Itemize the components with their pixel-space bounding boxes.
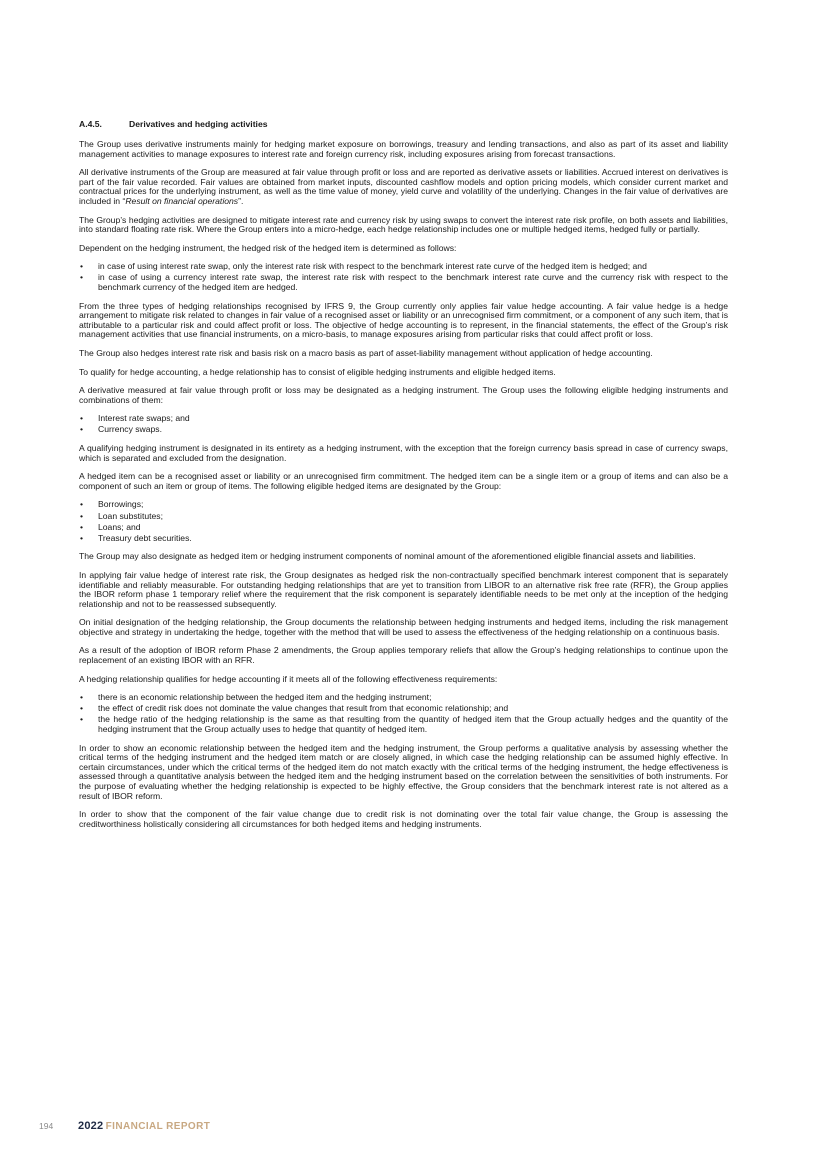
paragraph (79, 168, 728, 206)
bullet-icon: • (80, 692, 84, 703)
paragraph: As a result of the adoption of IBOR reform Phase 2 amendments, the Group applies temporary reliefs that allow the Group’s hedging relationships to continue upon the replacement of an existing IBOR with an RFR. (79, 645, 728, 666)
bullet-list (79, 500, 728, 543)
list-item: • Borrowings; (80, 499, 144, 510)
italic-term: Result on financial operations (125, 195, 239, 206)
bullet-list (79, 414, 728, 435)
bullet-list (79, 693, 728, 734)
section-title: Derivatives and hedging activities (129, 119, 268, 129)
paragraph: On initial designation of the hedging relationship, the Group documents the relationship between hedging instruments and hedged items, including the risk management objective and strategy in undertaking the hedge, together with the method that will be used to assess the effectiveness of the hedging relationship on a continuous basis. (79, 617, 728, 637)
bullet-icon: • (80, 499, 84, 510)
section-number: A.4.5. (79, 119, 102, 129)
list-item: • in case of using a currency interest rate swap, the interest rate risk with respect to the benchmark interest rate curve and the currency risk with respect to the benchmark currency of the hedged item are hedged. (80, 272, 728, 293)
page-number: 194 (39, 1121, 54, 1131)
paragraph: The Group uses derivative instruments mainly for hedging market exposure on borrowings, treasury and lending transactions, and also as part of its asset and liability management activities to manage exposures to interest rate and foreign currency risk, including exposures arising from forecast transactions. (79, 139, 728, 159)
bullet-icon: • (80, 703, 84, 714)
paragraph: In order to show an economic relationship between the hedged item and the hedging instrument, the Group performs a qualitative analysis by assessing whether the critical terms of the hedging instrument and the hedged item match or are closely aligned, in which case the hedging relationship can be assumed highly effective. In certain circumstances, under which the critical terms of the hedged item do not match exactly with the critical terms of the hedging instrument, the hedge effectiveness is assessed through a quantitative analysis between the hedged item and the hedging instrument based on the correlation between the sensitivities of both instruments. For the purpose of evaluating whether the hedging relationship is expected to be highly effective, the Group considers that the benchmark interest rate is not altered as a result of IBOR reform. (79, 742, 728, 801)
paragraph: From the three types of hedging relationships recognised by IFRS 9, the Group currently only applies fair value hedge accounting. A fair value hedge is a hedge arrangement to mitigate risk related to changes in fair value of a recognised asset or liability or an unrecognised firm commitment, or a component of any such item, that is attributable to a particular risk and could affect profit or loss. The objective of hedge accounting is to represent, in the financial statements, the effect of the Group’s risk management activities that use financial instruments, on a micro-basis, to manage exposures arising from particular risks that could affect profit or loss. (79, 300, 728, 340)
bullet-icon: • (80, 714, 84, 725)
paragraph-text: All derivative instruments of the Group are measured at fair value through profit or loss and are reported as derivative assets or liabilities. Accrued interest on derivatives is part of the fair value recorded. Fair values are obtained from market inputs, discounted cashflow models and option pricing models, which consider current market and contractual prices for the underlying instrument, as well as the time value of money, yield curve and volatility of the underlying. Changes in the fair value of derivatives are included in “ (79, 167, 728, 206)
document-page (79, 119, 728, 838)
paragraph: The Group’s hedging activities are designed to mitigate interest rate and currency risk by using swaps to convert the interest rate risk profile, on both assets and liabilities, into standard floating rate risk. Where the Group enters into a micro-hedge, each hedge relationship includes one or multiple hedged items, hedged fully or partially. (79, 214, 728, 235)
bullet-icon: • (80, 510, 84, 521)
list-item: • Interest rate swaps; and (80, 413, 190, 424)
report-title: FINANCIAL REPORT (105, 1121, 211, 1132)
paragraph: A qualifying hedging instrument is designated in its entirety as a hedging instrument, with the exception that the foreign currency basis spread in case of currency swaps, which is separated and excluded from the designation. (79, 443, 728, 463)
paragraph: In order to show that the component of the fair value change due to credit risk is not dominating over the total fair value change, the Group is assessing the creditworthiness holistically considering all circumstances for both hedged items and hedging instruments. (79, 809, 728, 829)
list-item: • the hedge ratio of the hedging relationship is the same as that resulting from the quantity of hedged item that the Group actually hedges and the quantity of the hedging instrument that the Group actually uses to hedge that quantity of hedged item. (80, 714, 728, 735)
list-item: • there is an economic relationship between the hedged item and the hedging instrument; (80, 692, 432, 703)
bullet-icon: • (80, 532, 84, 543)
paragraph: A derivative measured at fair value through profit or loss may be designated as a hedging instrument. The Group uses the following eligible hedging instruments and combinations of them: (79, 385, 728, 405)
paragraph: A hedged item can be a recognised asset or liability or an unrecognised firm commitment. The hedged item can be a single item or a group of items and can also be a component of such an item or group of items. The following eligible hedged items are designated by the Group: (79, 471, 728, 491)
bullet-icon: • (80, 413, 84, 424)
list-item: • Loans; and (80, 521, 141, 532)
list-item: • the effect of credit risk does not dominate the value changes that result from that economic relationship; and (80, 703, 509, 714)
paragraph-text-end: ”. (238, 195, 244, 206)
list-item: • Treasury debt securities. (80, 532, 192, 543)
bullet-icon: • (80, 424, 84, 435)
bullet-icon: • (80, 521, 84, 532)
list-item: • Loan substitutes; (80, 510, 163, 521)
paragraph: A hedging relationship qualifies for hedge accounting if it meets all of the following effectiveness requirements: (79, 673, 498, 684)
paragraph: In applying fair value hedge of interest rate risk, the Group designates as hedged risk the non-contractually specified benchmark interest component that is separately identifiable and reliably measurable. For outstanding hedging relationships that are yet to transition from LIBOR to an alternative risk free rate (RFR), the Group applies the IBOR reform phase 1 temporary relief where the requirement that the risk component is separately identifiable needs to be met only at the inception of the hedging relationship and not to be reassessed subsequently. (79, 569, 728, 609)
paragraph: The Group also hedges interest rate risk and basis risk on a macro basis as part of asset-liability management without application of hedge accounting. (79, 348, 653, 358)
paragraph: To qualify for hedge accounting, a hedge relationship has to consist of eligible hedging instruments and eligible hedged items. (79, 366, 556, 377)
section-heading (79, 119, 728, 130)
report-year: 2022 (78, 1120, 104, 1132)
paragraph: Dependent on the hedging instrument, the hedged risk of the hedged item is determined as follows: (79, 242, 457, 253)
bullet-icon: • (80, 261, 84, 272)
bullet-list (79, 262, 728, 292)
page-footer (39, 1120, 210, 1132)
paragraph: The Group may also designate as hedged item or hedging instrument components of nominal amount of the aforementioned eligible financial assets and liabilities. (79, 551, 696, 562)
bullet-icon: • (80, 272, 84, 283)
list-item: • in case of using interest rate swap, only the interest rate risk with respect to the benchmark interest rate curve of the hedged item is hedged; and (80, 261, 647, 272)
list-item: • Currency swaps. (80, 424, 162, 435)
